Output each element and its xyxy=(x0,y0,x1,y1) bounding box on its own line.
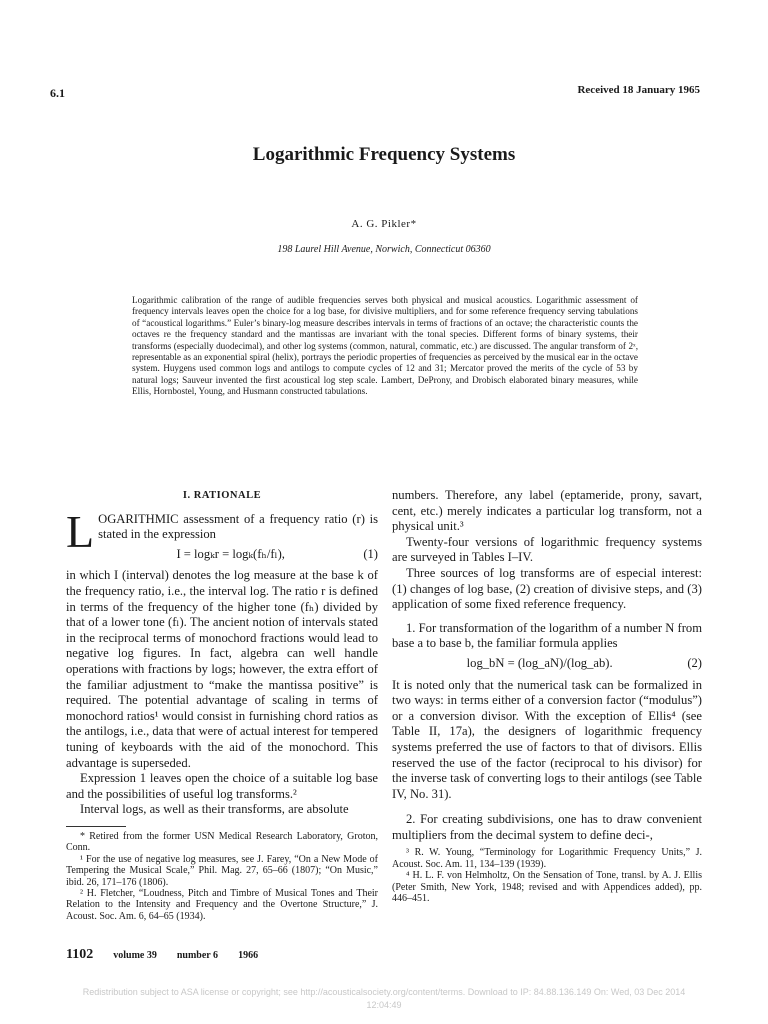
author-name: A. G. Pikler* xyxy=(351,218,417,230)
equation-2-number: (2) xyxy=(687,655,702,670)
author-affiliation: 198 Laurel Hill Avenue, Norwich, Connecticut 06360 xyxy=(277,244,491,255)
footnote: * Retired from the former USN Medical Research Laboratory, Groton, Conn. xyxy=(66,830,378,854)
paragraph: Twenty-four versions of logarithmic frequency systems are surveyed in Tables I–IV. xyxy=(392,534,702,565)
drop-cap: L xyxy=(66,505,95,557)
paragraph: It is noted only that the numerical task can be formalized in two ways: in terms either of a conversion factor (“modulus”) or a conversion divisor. With the exception of Ellis⁴ (see Table II, 17a), the designers of logarithmic frequency systems preferred the use of factors to that of divisors. Ellis reserved the use of the factor (reciprocal to his divisor) for the inverse task of converting logs to their antilogs (see Table IV, No. 31). xyxy=(392,677,702,801)
paragraph: Expression 1 leaves open the choice of a suitable log base and the possibilities of useful log transforms.² xyxy=(66,771,378,801)
paper-title: Logarithmic Frequency Systems xyxy=(252,144,516,165)
paragraph: 1. For transformation of the logarithm of a number N from base a to base b, the familiar formula applies xyxy=(392,620,702,651)
journal-volume: volume 39 xyxy=(113,950,157,961)
abstract: Logarithmic calibration of the range of audible frequencies serves both physical and musical acoustics. Logarithmic assessment of frequency intervals leaves open the choice for a log base, for divisive multipliers, and for some reference frequency serving tabulations of “acoustical logarithms.” Euler’s binary-log measure describes intervals in terms of fractions of an octave; the characteristic counts the octaves re the frequency standard and the mantissas are invariant with the tonal species. Different forms of binary systems, their transforms (especially duodecimal), and other log systems (common, natural, commatic, etc.) are discussed. The angular transform of 2ˣ, representable as an exponential spiral (helix), portrays the periodic properties of frequencies as perceived by the musical ear in the octave system. Huygens used common logs and antilogs to compute cycles of 12 and 31; Mercator proved the merits of the cycle of 53 by natural logs; Sauveur invented the first acoustical log step scale. Lambert, DeProny, and Drobisch elaborated binary measures, while Ellis, Hornbostel, Young, and Husmann constructed tabulations. xyxy=(132,295,638,397)
right-column xyxy=(392,488,702,905)
paragraph: numbers. Therefore, any label (eptameride, prony, savart, cent, etc.) merely indicates a particular log transform, not a physical unit.³ xyxy=(392,488,702,534)
page-footer xyxy=(66,947,258,963)
footnote: ³ R. W. Young, “Terminology for Logarithmic Frequency Units,” J. Acoust. Soc. Am. 11, 134–139 (1939). xyxy=(392,847,702,870)
footnote: ⁴ H. L. F. von Helmholtz, On the Sensation of Tone, transl. by A. J. Ellis (Peter Smith, New York, 1948; revised and with Appendices added), pp. 446–451. xyxy=(392,870,702,905)
footnotes-left xyxy=(66,831,378,922)
equation-2-expression: log_bN = (log_aN)/(log_ab). xyxy=(466,655,613,670)
section-number: 6.1 xyxy=(50,86,65,100)
page-number: 1102 xyxy=(66,947,94,962)
footnote-divider xyxy=(66,826,126,827)
redistribution-notice xyxy=(0,986,768,1012)
paragraph: Interval logs, as well as their transforms, are absolute xyxy=(80,802,349,817)
redistribution-line: Redistribution subject to ASA license or copyright; see http://acousticalsociety.org/content/terms. Download to IP: 84.88.136.149 On: Wed, 03 Dec 2014 xyxy=(82,987,686,997)
footnotes-right xyxy=(392,847,702,904)
paragraph: in which I (interval) denotes the log measure at the base k of the frequency ratio, i.e., the interval log. The ratio r is defined in terms of the frequency of the higher tone (fₕ) divided by that of a lower tone (fₗ). The ancient notion of intervals stated in the reciprocal terms of monochord fractions would lead to negative log figures. In fact, algebra can well handle operations with fractions by logs; however, the extra effort of the familiar adjustment to “make the mantissa positive” is required. The potential advantage of scaling in terms of monochord ratios¹ would consist in furnishing chord ratios as the antilogs, i.e., data that were of actual interest for tempered tuning of keyboards with the aid of the monochord. This advantage is superseded. xyxy=(66,568,378,770)
footnote: ² H. Fletcher, “Loudness, Pitch and Timbre of Musical Tones and Their Relation to the Intensity and Frequency and the Overtone Structure,” J. Acoust. Soc. Am. 6, 64–65 (1934). xyxy=(66,887,378,922)
section-heading: I. RATIONALE xyxy=(182,490,262,501)
intro-text: OGARITHMIC assessment of a frequency ratio (r) is stated in the expression xyxy=(98,511,378,542)
equation-2 xyxy=(392,656,702,672)
footnote: ¹ For the use of negative log measures, see J. Farey, “On a New Mode of Tempering the Musical Scale,” Phil. Mag. 27, 65–66 (1807); “On Music,” ibid. 26, 171–176 (1806). xyxy=(66,853,378,888)
paragraph: Three sources of log transforms are of especial interest: (1) changes of log base, (2) creation of divisive steps, and (3) application of some fixed reference frequency. xyxy=(392,565,702,612)
received-date: Received 18 January 1965 xyxy=(577,84,700,96)
paragraph: 2. For creating subdivisions, one has to draw convenient multipliers from the decimal system to define deci-, xyxy=(392,812,702,842)
left-column xyxy=(66,488,378,922)
equation-1 xyxy=(98,547,378,563)
equation-1-number: (1) xyxy=(363,546,378,561)
equation-1-expression: I = logₖr = logₖ(fₕ/fₗ), xyxy=(176,546,285,561)
redistribution-line: 12:04:49 xyxy=(366,1000,402,1010)
journal-year: 1966 xyxy=(238,950,259,961)
journal-issue: number 6 xyxy=(176,950,219,961)
